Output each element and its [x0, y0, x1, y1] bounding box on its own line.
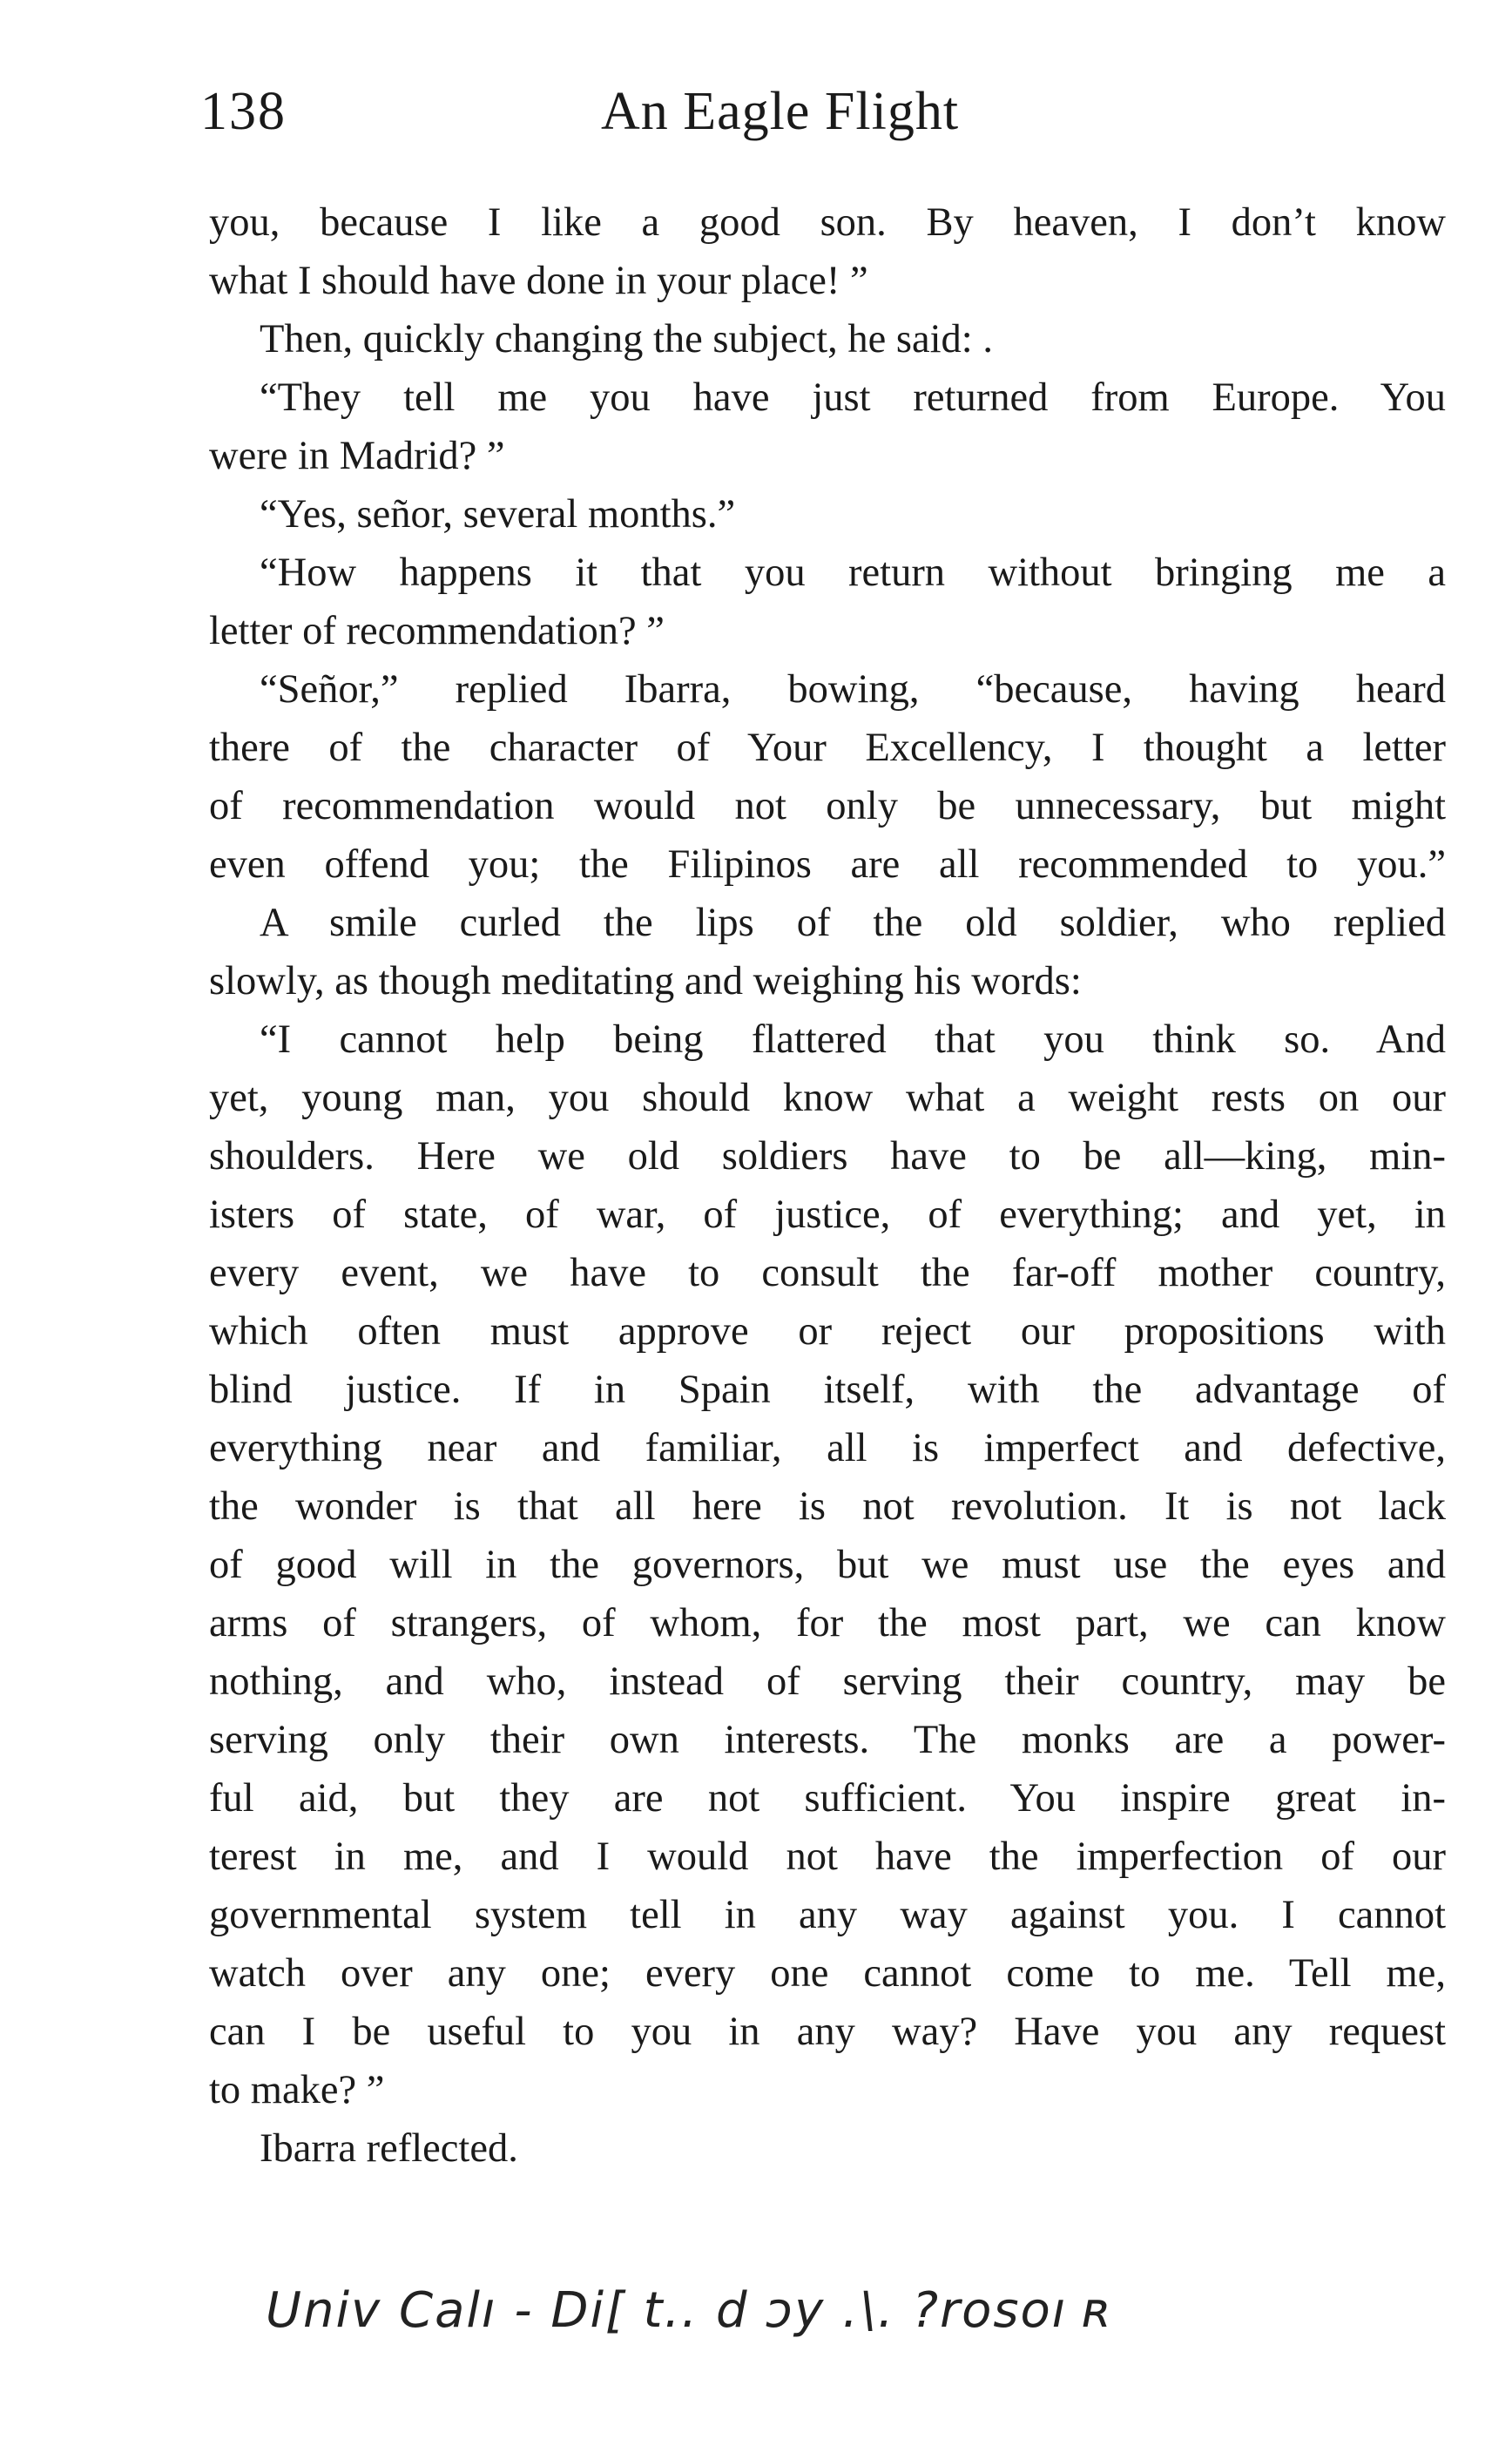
- text-line: arms of strangers, of whom, for the most part, we can know: [209, 1601, 1446, 1645]
- text-line: the wonder is that all here is not revolution. It is not lack: [209, 1484, 1446, 1529]
- text-line: serving only their own interests. The monks are a power-: [209, 1718, 1446, 1762]
- text-line: to make? ”: [209, 2068, 385, 2112]
- text-line: everything near and familiar, all is imperfect and defective,: [209, 1426, 1446, 1470]
- digitization-watermark: Univ Calı - Di[ t.. d ɔy .\. ?rosoı ʀ: [266, 2282, 1116, 2339]
- text-line: letter of recommendation? ”: [209, 609, 665, 653]
- text-line: “Señor,” replied Ibarra, bowing, “because, having heard: [260, 667, 1446, 712]
- text-line: A smile curled the lips of the old soldier, who replied: [260, 901, 1446, 945]
- running-head: [200, 77, 1420, 146]
- text-line: “They tell me you have just returned from Europe. You: [260, 375, 1446, 420]
- text-line: of recommendation would not only be unnecessary, but might: [209, 784, 1446, 828]
- text-line: isters of state, of war, of justice, of everything; and yet, in: [209, 1193, 1446, 1237]
- text-line: there of the character of Your Excellency, I thought a letter: [209, 726, 1446, 770]
- page-number: 138: [200, 82, 287, 141]
- text-line: Then, quickly changing the subject, he said: .: [260, 317, 993, 361]
- body-text: [209, 193, 1446, 2178]
- text-line: can I be useful to you in any way? Have you any request: [209, 2010, 1446, 2054]
- text-line: watch over any one; every one cannot come to me. Tell me,: [209, 1951, 1446, 1996]
- text-line: of good will in the governors, but we must use the eyes and: [209, 1543, 1446, 1587]
- text-line: terest in me, and I would not have the imperfection of our: [209, 1834, 1446, 1879]
- text-line: nothing, and who, instead of serving their country, may be: [209, 1659, 1446, 1704]
- text-line: blind justice. If in Spain itself, with the advantage of: [209, 1368, 1446, 1412]
- text-line: every event, we have to consult the far-off mother country,: [209, 1251, 1446, 1295]
- text-line: Ibarra reflected.: [260, 2126, 518, 2171]
- text-line: even offend you; the Filipinos are all recommended to you.”: [209, 842, 1446, 887]
- text-line: which often must approve or reject our propositions with: [209, 1309, 1446, 1354]
- text-line: shoulders. Here we old soldiers have to be all—king, min-: [209, 1134, 1446, 1179]
- text-line: “I cannot help being flattered that you think so. And: [260, 1017, 1446, 1062]
- running-title: An Eagle Flight: [601, 82, 960, 141]
- text-line: what I should have done in your place! ”: [209, 259, 868, 303]
- text-line: yet, young man, you should know what a weight rests on our: [209, 1076, 1446, 1120]
- text-line: governmental system tell in any way against you. I cannot: [209, 1893, 1446, 1937]
- text-line: ful aid, but they are not sufficient. You inspire great in-: [209, 1776, 1446, 1821]
- text-line: you, because I like a good son. By heaven, I don’t know: [209, 200, 1446, 245]
- text-line: slowly, as though meditating and weighing his words:: [209, 959, 1082, 1003]
- text-line: were in Madrid? ”: [209, 434, 505, 478]
- text-line: “How happens it that you return without bringing me a: [260, 551, 1446, 595]
- text-line: “Yes, señor, several months.”: [260, 492, 736, 537]
